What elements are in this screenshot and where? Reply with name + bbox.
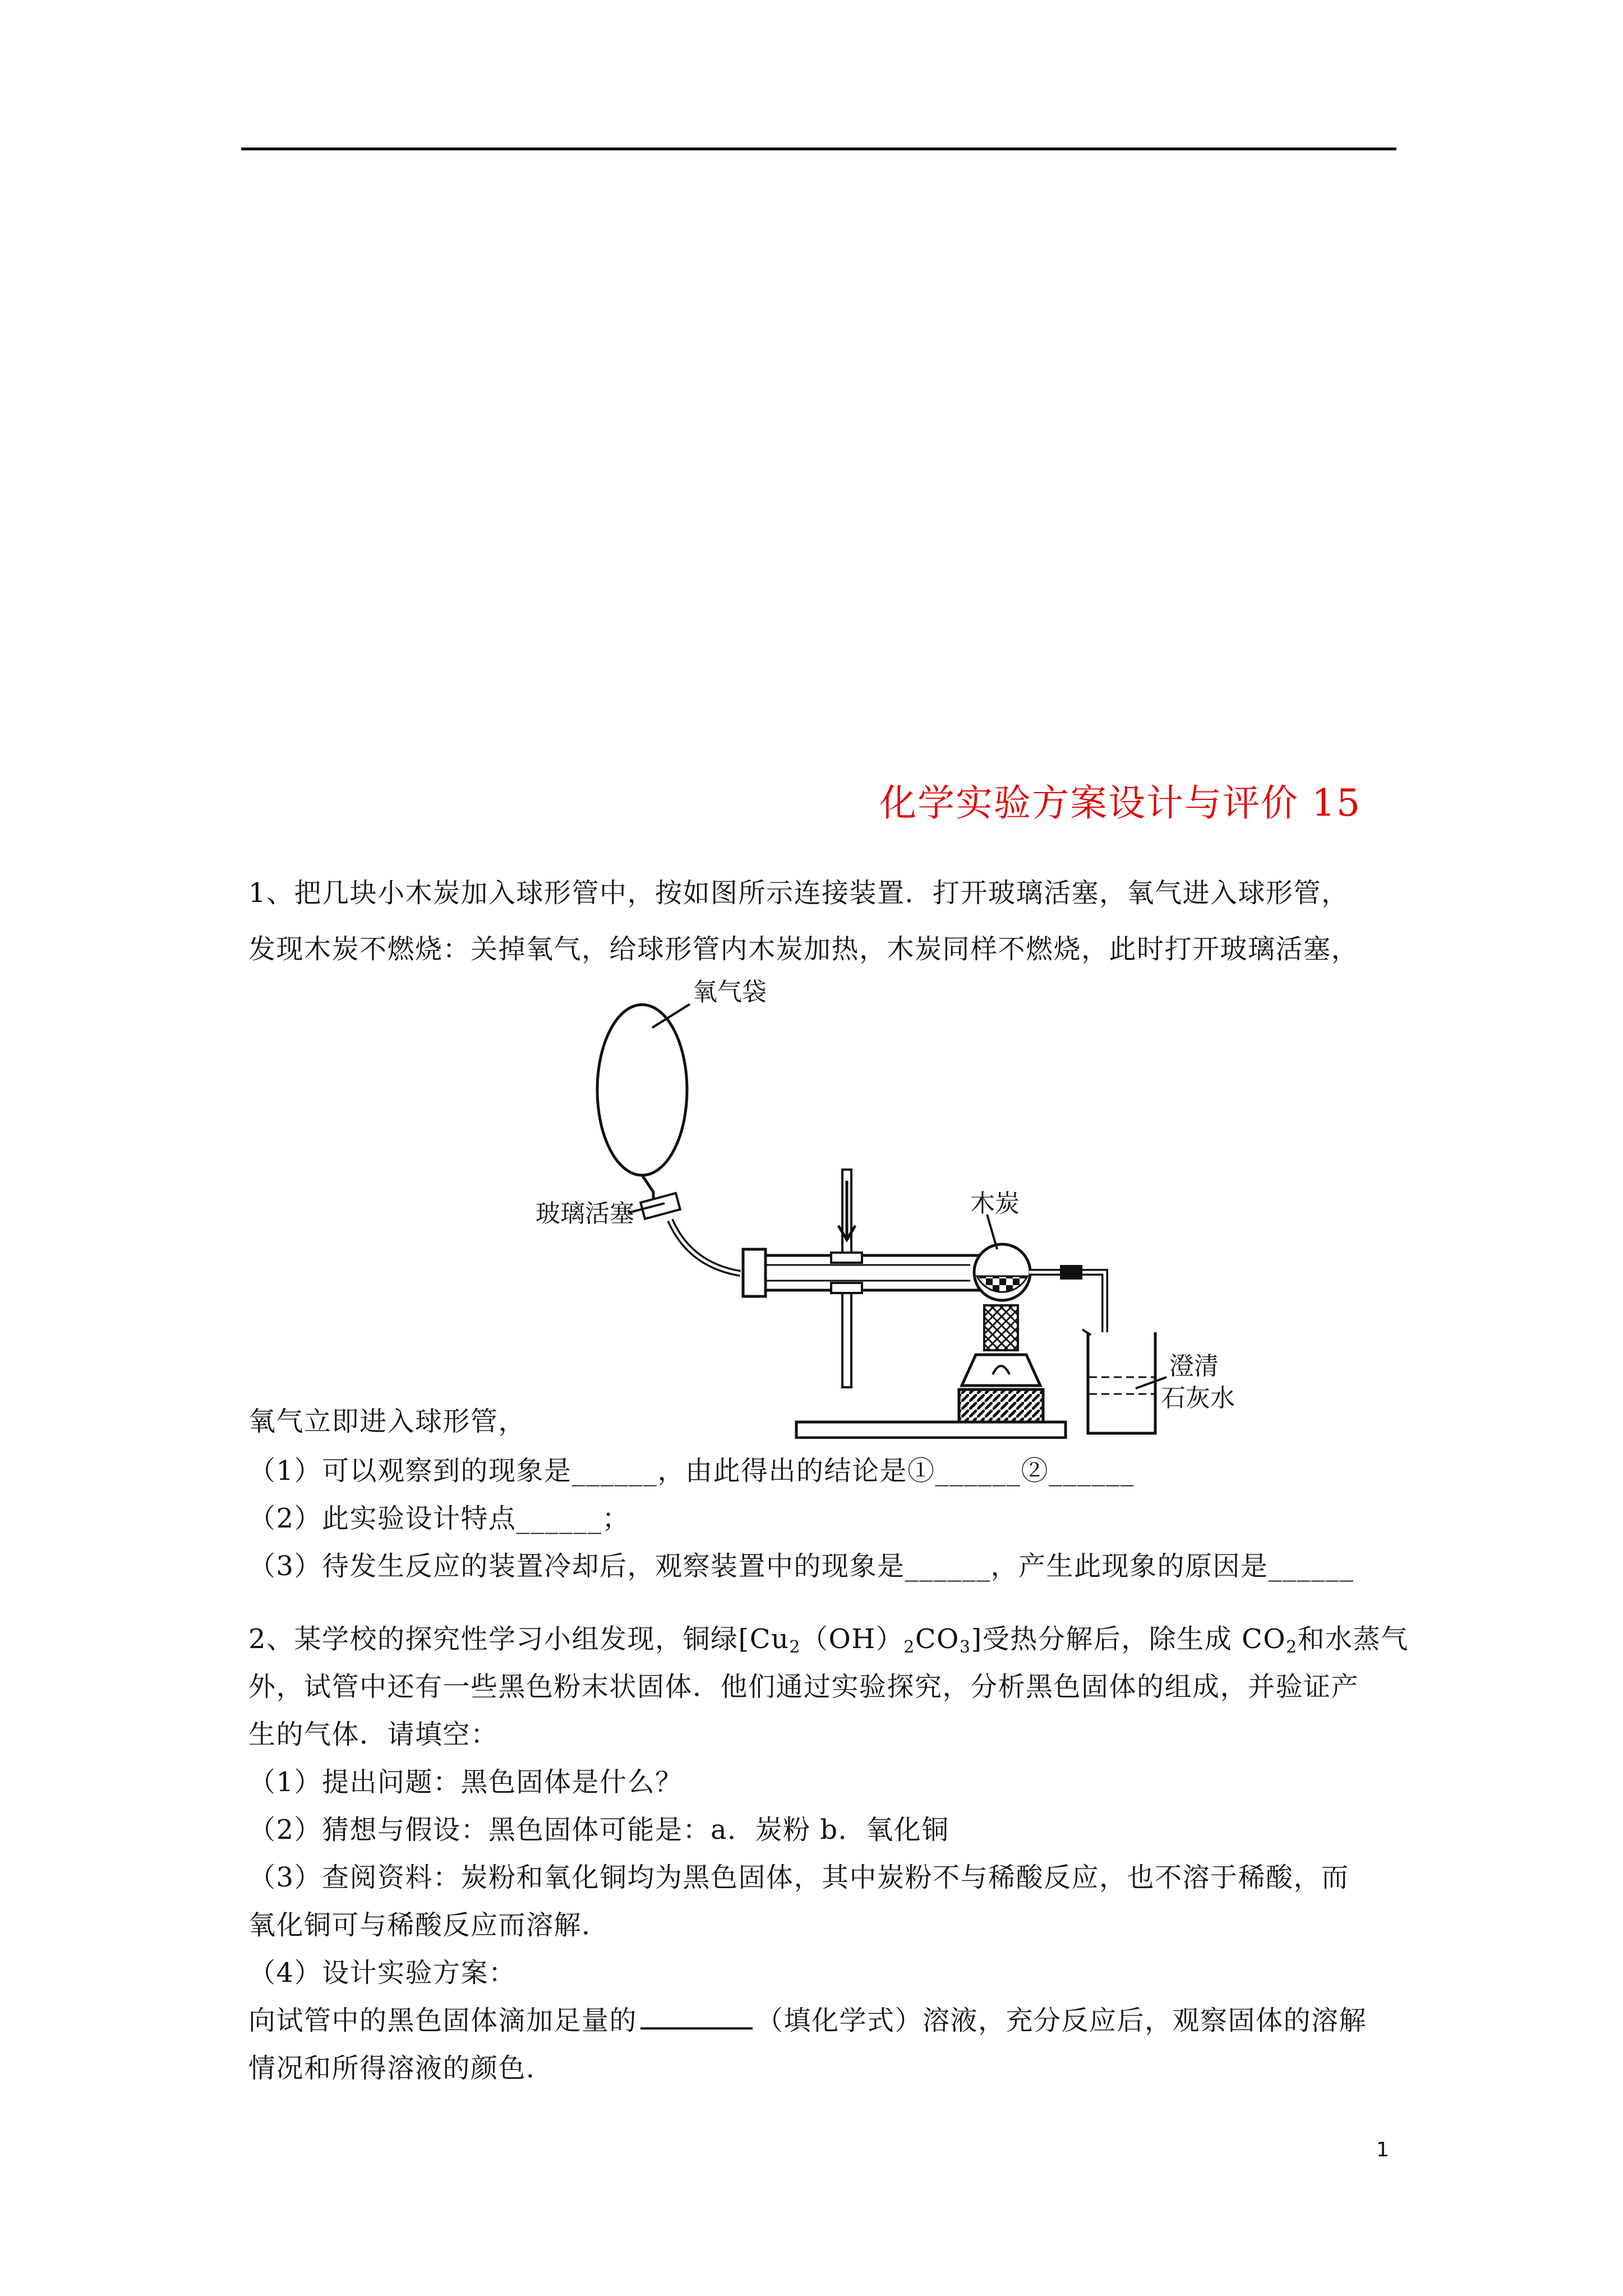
lamp-block [959, 1389, 1043, 1422]
answer-blank[interactable] [640, 2003, 753, 2030]
q1-line-3: 氧气立即进入球形管， [248, 1406, 527, 1437]
q1-line-2: 发现木炭不燃烧：关掉氧气，给球形管内木炭加热，木炭同样不燃烧，此时打开玻璃活塞， [248, 933, 1359, 965]
q2-p4: （4）设计实验方案： [248, 1957, 517, 1989]
alcohol-lamp [962, 1355, 1040, 1386]
header-rule [241, 148, 1396, 150]
label-charcoal: 木炭 [970, 1189, 1020, 1218]
q1-sub-3: （3）待发生反应的装置冷却后，观察装置中的现象是______，产生此现象的原因是______ [248, 1550, 1354, 1582]
page-title: 化学实验方案设计与评价 15 [879, 781, 1361, 825]
beaker [1088, 1332, 1155, 1433]
apparatus-figure [522, 962, 1295, 1439]
label-limewater-2: 石灰水 [1161, 1384, 1235, 1412]
ball-tube [751, 1255, 979, 1290]
q2-p3-line-2: 氧化铜可与稀酸反应而溶解． [248, 1910, 610, 1941]
oxygen-bag [597, 1005, 687, 1175]
q2-p3-line-1: （3）查阅资料：炭粉和氧化铜均为黑色固体，其中炭粉不与稀酸反应，也不溶于稀酸，而 [248, 1862, 1349, 1893]
q1-sub-1: （1）可以观察到的现象是______，由此得出的结论是①______②______ [248, 1455, 1135, 1487]
q2-line-2: 外，试管中还有一些黑色粉末状固体．他们通过实验探究，分析黑色固体的组成，并验证产 [248, 1671, 1359, 1703]
q2-p2: （2）猜想与假设：黑色固体可能是：a．炭粉 b．氧化铜 [248, 1814, 949, 1846]
stand-base [796, 1422, 1066, 1438]
q2-p5-line-2: 情况和所得溶液的颜色． [248, 2053, 554, 2084]
label-oxygen-bag: 氧气袋 [693, 978, 767, 1006]
q2-p1: （1）提出问题：黑色固体是什么？ [248, 1766, 683, 1798]
page-number: 1 [1376, 2138, 1389, 2161]
q2-line-1: 2、某学校的探究性学习小组发现，铜绿$[Cu_2(OH)_2CO_3]$受热分解后，除生成 $CO_2$和水蒸气 [248, 1623, 1409, 1657]
q1-line-1: 1、把几块小木炭加入球形管中，按如图所示连接装置．打开玻璃活塞，氧气进入球形管， [248, 877, 1349, 909]
q2-line-3: 生的气体．请填空： [248, 1719, 499, 1750]
label-limewater-1: 澄清 [1169, 1352, 1219, 1381]
q1-sub-2: （2）此实验设计特点______； [248, 1503, 630, 1534]
q2-p5-line-1: 向试管中的黑色固体滴加足量的 （填化学式）溶液，充分反应后，观察固体的溶解 [248, 1999, 1367, 2037]
label-glass-stopcock: 玻璃活塞 [536, 1199, 634, 1228]
glass-stopcock [640, 1193, 680, 1219]
